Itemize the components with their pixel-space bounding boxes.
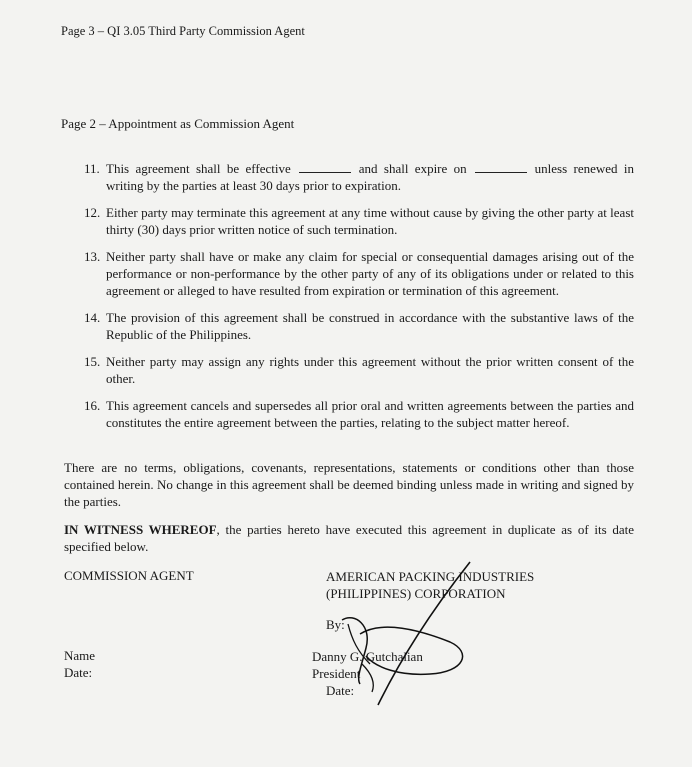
clause-text-part: unless renewed in writing by the parties at least 30 days prior to expiration. [106,161,635,193]
section-title: Page 2 – Appointment as Commission Agent [61,116,295,131]
witness-paragraph [64,521,634,555]
clause-11 [84,160,634,194]
clause-number: 13. [84,249,101,264]
clause-number: 14. [84,310,101,325]
clause-text: Neither party shall have or make any claim for special or consequential damages arising out of the performance or non-performance by the other party of any of its obligations under or related to this agreement or alleged to have resulted from expiration or termination of this agreement. [106,249,634,298]
witness-rest: , the parties hereto have executed this agreement in duplicate as of its date specified below. [64,522,635,554]
company-name-line1: AMERICAN PACKING INDUSTRIES [326,569,535,584]
clause-text: Either party may terminate this agreement at any time without cause by giving the other party at least thirty (30) days prior written notice of such termination. [106,205,634,237]
clause-number: 11. [84,161,100,176]
clause-number: 15. [84,354,101,369]
effective-date-blank [299,162,351,173]
clause-text: The provision of this agreement shall be construed in accordance with the substantive laws of the Republic of the Philippines. [106,310,634,342]
clause-13 [84,248,634,299]
handwritten-signature [300,560,480,710]
clause-text: This agreement cancels and supersedes all prior oral and written agreements between the parties and constitutes the entire agreement between the parties, relating to the subject matter hereof. [106,398,634,430]
clause-number: 16. [84,398,101,413]
company-name-line2: (PHILIPPINES) CORPORATION [326,586,506,601]
witness-bold: IN WITNESS WHEREOF [64,522,217,537]
left-date-label: Date: [64,665,93,680]
by-label: By: [326,617,345,632]
right-date-label: Date: [326,683,355,698]
clause-number: 12. [84,205,101,220]
clause-text: Neither party may assign any rights under this agreement without the prior written consent of the other. [106,354,634,386]
clause-list [84,160,634,441]
page-reference-header: Page 3 – QI 3.05 Third Party Commission Agent [61,24,305,38]
name-label: Name [64,648,96,663]
expiry-date-blank [475,162,527,173]
clause-text-part: and shall expire on [358,161,467,176]
clause-15 [84,353,634,387]
clause-text-part: This agreement shall be effective [106,161,291,176]
clause-14 [84,309,634,343]
closing-paragraph: There are no terms, obligations, covenants, representations, statements or conditions other than those contained herein. No change in this agreement shall be deemed binding unless made in writing and signed by the parties. [64,460,634,509]
signer-title: President [312,666,361,681]
clause-16 [84,397,634,431]
commission-agent-heading: COMMISSION AGENT [64,568,194,583]
clause-12 [84,204,634,238]
signer-name: Danny G. Gutchalian [312,649,423,664]
